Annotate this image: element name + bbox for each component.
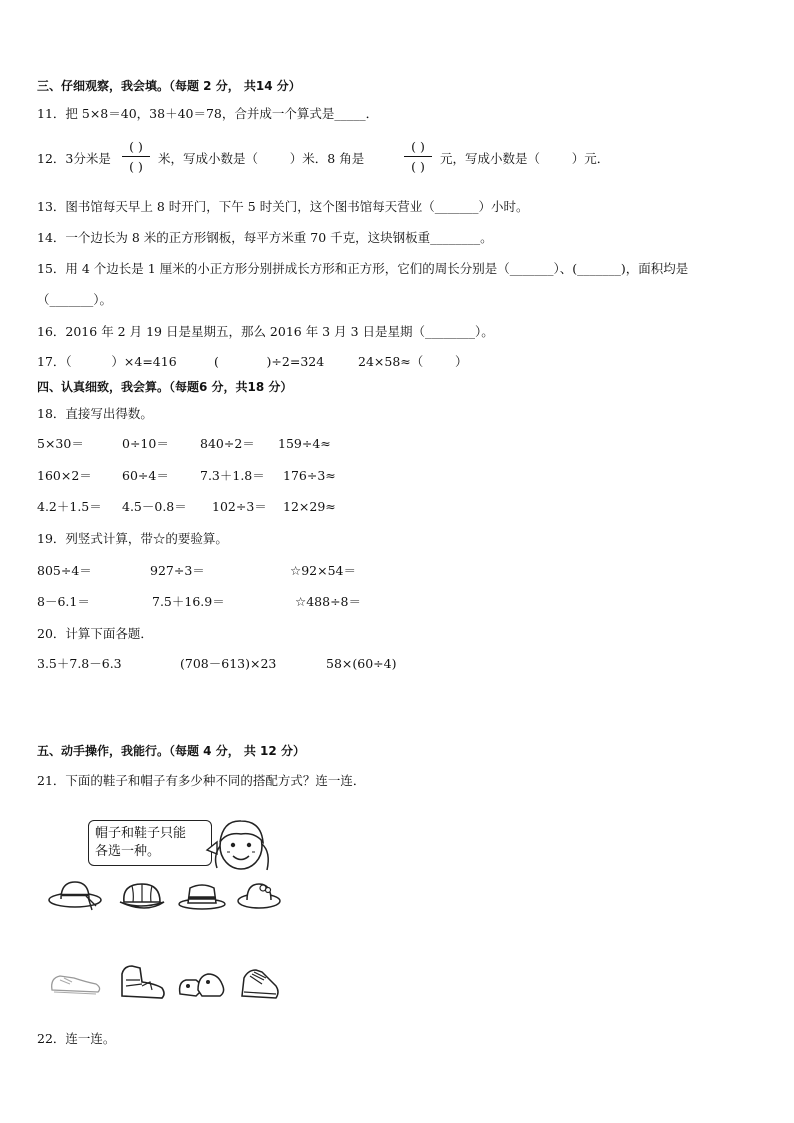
calc-item: 5×30＝ xyxy=(37,436,84,451)
calc-item: 4.2＋1.5＝ xyxy=(37,499,102,514)
calc-item: (708－613)×23 xyxy=(180,656,277,671)
question-18: 18．直接写出得数。 xyxy=(37,406,153,421)
calc-item: 102÷3＝ xyxy=(212,499,267,514)
question-20: 20．计算下面各题． xyxy=(37,626,153,641)
hat-3-icon xyxy=(176,880,228,914)
fraction-numerator: ( ) xyxy=(129,139,143,154)
calc-item: 4.5－0.8＝ xyxy=(122,499,187,514)
calc-item: 8－6.1＝ xyxy=(37,594,90,609)
section-3-title: 三、仔细观察，我会填。（每题 2 分， 共14 分） xyxy=(37,79,301,93)
calc-item: 159÷4≈ xyxy=(278,436,331,451)
calc-item: 3.5＋7.8－6.3 xyxy=(37,656,122,671)
question-12-part-c: 元，写成小数是（ ）元． xyxy=(440,151,610,166)
calc-item: 58×(60÷4) xyxy=(326,656,397,671)
section-4-title: 四、认真细致，我会算。（每题6 分，共18 分） xyxy=(37,380,293,394)
calc-item: 840÷2＝ xyxy=(200,436,255,451)
shoe-1-icon xyxy=(46,966,104,1000)
calc-item: 176÷3≈ xyxy=(283,468,336,483)
calc-item: 7.5＋16.9＝ xyxy=(152,594,225,609)
question-17-a: 17．（ ）×4=416 xyxy=(37,354,177,369)
question-15-line-2: （_______）。 xyxy=(37,292,113,307)
calc-item: ☆488÷8＝ xyxy=(295,594,361,609)
fraction-denominator: ( ) xyxy=(129,159,143,174)
calc-item: 60÷4＝ xyxy=(122,468,169,483)
fraction-numerator: ( ) xyxy=(411,139,425,154)
calc-item: 12×29≈ xyxy=(283,499,336,514)
fraction-blank-2 xyxy=(400,139,436,175)
calc-item: 927÷3＝ xyxy=(150,563,205,578)
question-19: 19．列竖式计算，带☆的要验算。 xyxy=(37,531,228,546)
fraction-bar xyxy=(122,156,150,157)
question-15-line-1: 15．用 4 个边长是 1 厘米的小正方形分别拼成长方形和正方形，它们的周长分别是（_______）、(_______)，面积均是 xyxy=(37,261,689,276)
fraction-bar xyxy=(404,156,432,157)
fraction-blank-1 xyxy=(118,139,154,175)
calc-item: 805÷4＝ xyxy=(37,563,92,578)
section-5-title: 五、动手操作，我能行。（每题 4 分， 共 12 分） xyxy=(37,744,305,758)
question-22: 22．连一连。 xyxy=(37,1031,116,1046)
hat-4-icon xyxy=(236,878,282,914)
question-13: 13．图书馆每天早上 8 时开门，下午 5 时关门，这个图书馆每天营业（_______）小时。 xyxy=(37,199,529,214)
question-12-part-a: 12．3分米是 xyxy=(37,151,111,166)
question-17-b: ( )÷2=324 xyxy=(214,354,325,369)
calc-item: 0÷10＝ xyxy=(122,436,169,451)
question-21: 21．下面的鞋子和帽子有多少种不同的搭配方式？连一连． xyxy=(37,773,366,788)
shoe-3-icon xyxy=(176,964,230,1002)
question-17-c: 24×58≈（ ） xyxy=(358,354,468,369)
shoe-4-icon xyxy=(236,962,282,1002)
question-11: 11．把 5×8＝40，38＋40＝78，合并成一个算式是_____． xyxy=(37,106,379,121)
question-16: 16．2016 年 2 月 19 日是星期五，那么 2016 年 3 月 3 日是星期（________）。 xyxy=(37,324,494,339)
calc-item: 7.3＋1.8＝ xyxy=(200,468,265,483)
question-12-part-b: 米，写成小数是（ ）米．8 角是 xyxy=(158,151,365,166)
bubble-line-1: 帽子和鞋子只能 xyxy=(95,826,187,841)
question-14: 14．一个边长为 8 米的正方形钢板，每平方米重 70 千克，这块钢板重________。 xyxy=(37,230,493,245)
fraction-denominator: ( ) xyxy=(411,159,425,174)
hat-2-icon xyxy=(116,880,168,914)
speech-bubble xyxy=(88,820,212,866)
shoe-2-icon xyxy=(116,962,170,1002)
calc-item: ☆92×54＝ xyxy=(290,563,356,578)
calc-item: 160×2＝ xyxy=(37,468,92,483)
girl-illustration-icon xyxy=(205,812,275,878)
hat-1-icon xyxy=(46,878,104,914)
bubble-line-2: 各选一种。 xyxy=(95,844,161,859)
